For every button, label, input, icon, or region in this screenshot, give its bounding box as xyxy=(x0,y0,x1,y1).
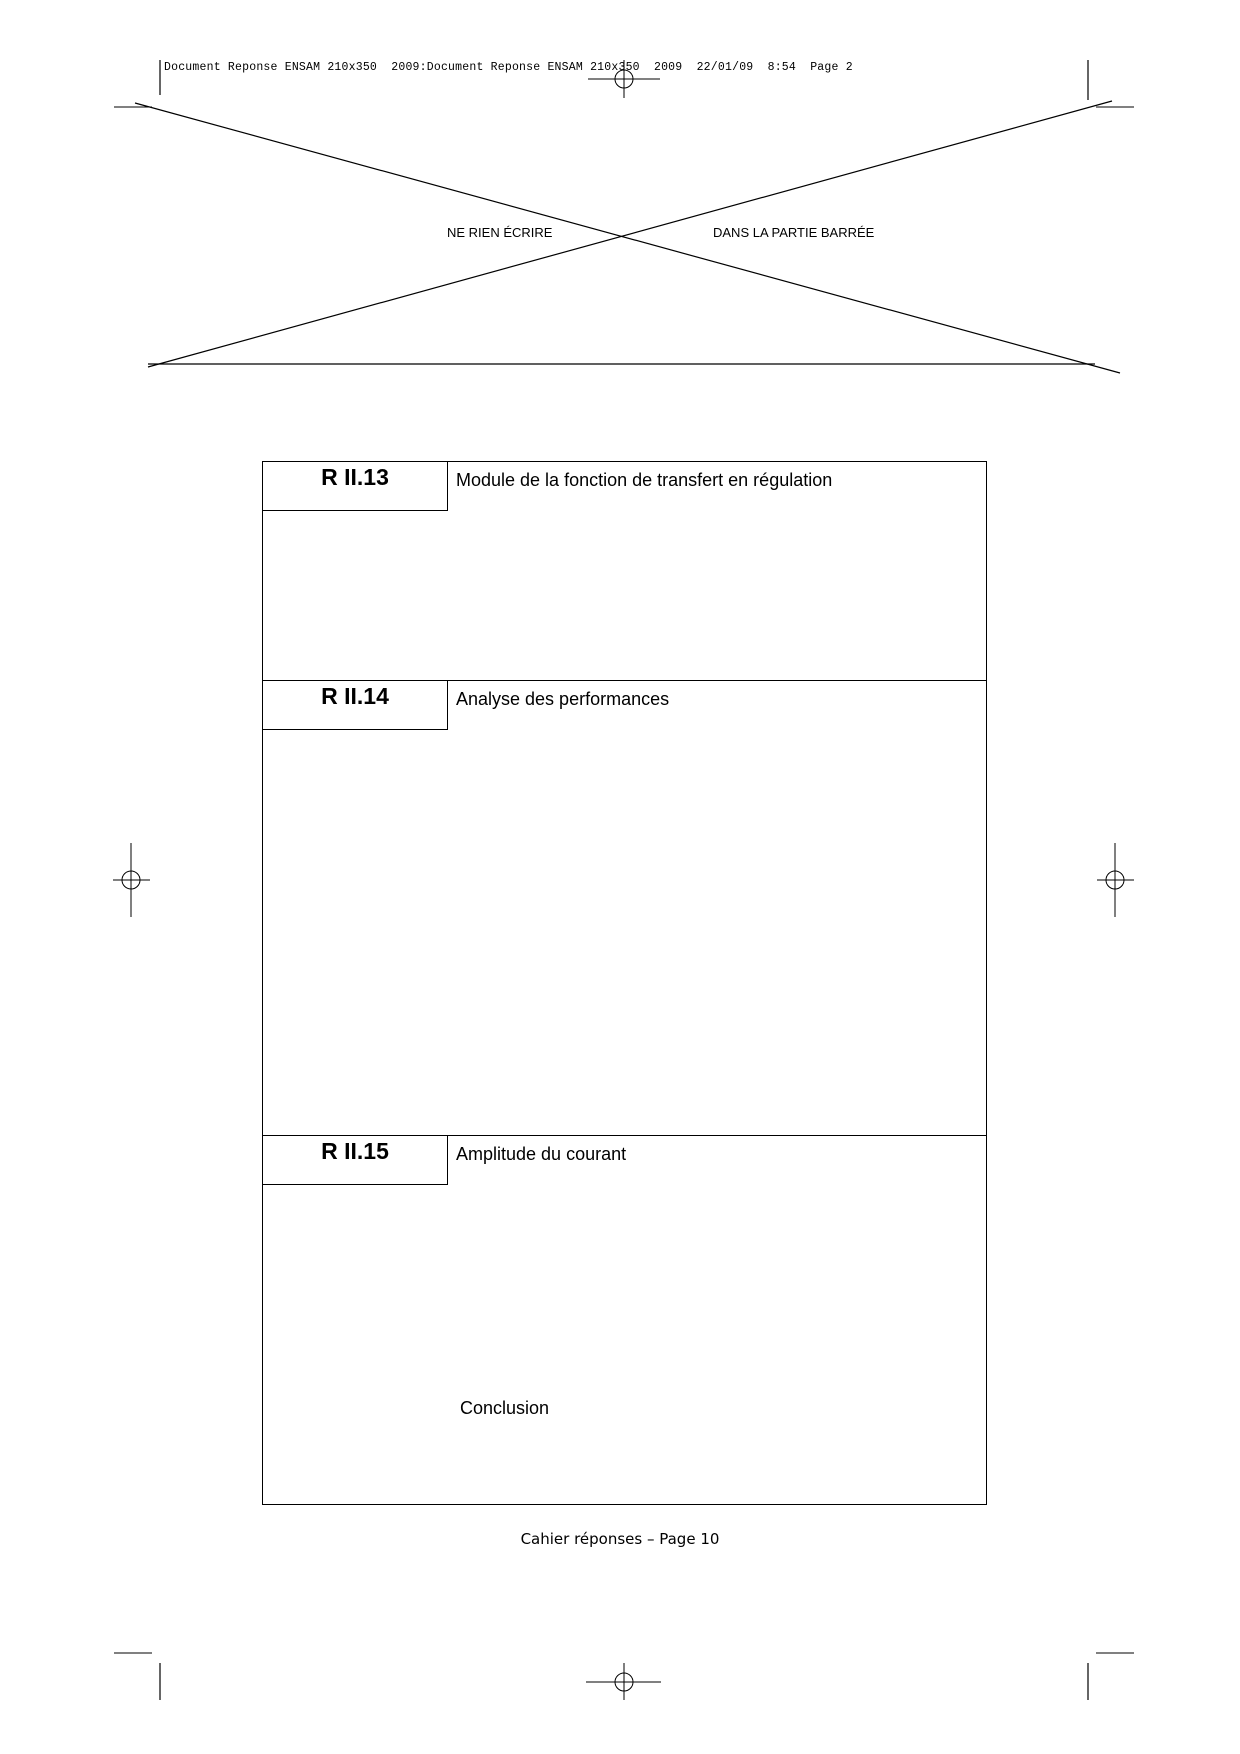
registration-mark-right xyxy=(1097,843,1134,917)
registration-mark-bottom xyxy=(586,1663,661,1700)
question-number: R II.14 xyxy=(263,681,448,730)
question-title: Analyse des performances xyxy=(456,689,670,709)
barred-zone-right-text: DANS LA PARTIE BARRÉE xyxy=(713,225,875,240)
barred-zone-left-text: NE RIEN ÉCRIRE xyxy=(447,225,553,240)
barred-zone-cross xyxy=(135,101,1120,373)
print-slug-line: Document Reponse ENSAM 210x350 2009:Document Reponse ENSAM 210x350 2009 22/01/09 8:54 Page 2 xyxy=(164,61,853,74)
question-number: R II.13 xyxy=(263,462,448,511)
question-number: R II.15 xyxy=(263,1136,448,1185)
registration-mark-left xyxy=(113,843,150,917)
conclusion-label: Conclusion xyxy=(460,1398,550,1418)
question-title: Amplitude du courant xyxy=(456,1144,627,1164)
answer-box-rii13[interactable] xyxy=(262,461,987,681)
answer-box-rii14[interactable] xyxy=(262,680,987,1136)
answer-box-rii15[interactable] xyxy=(262,1135,987,1505)
question-title: Module de la fonction de transfert en régulation xyxy=(456,470,833,490)
page-footer: Cahier réponses – Page 10 xyxy=(520,1530,720,1548)
